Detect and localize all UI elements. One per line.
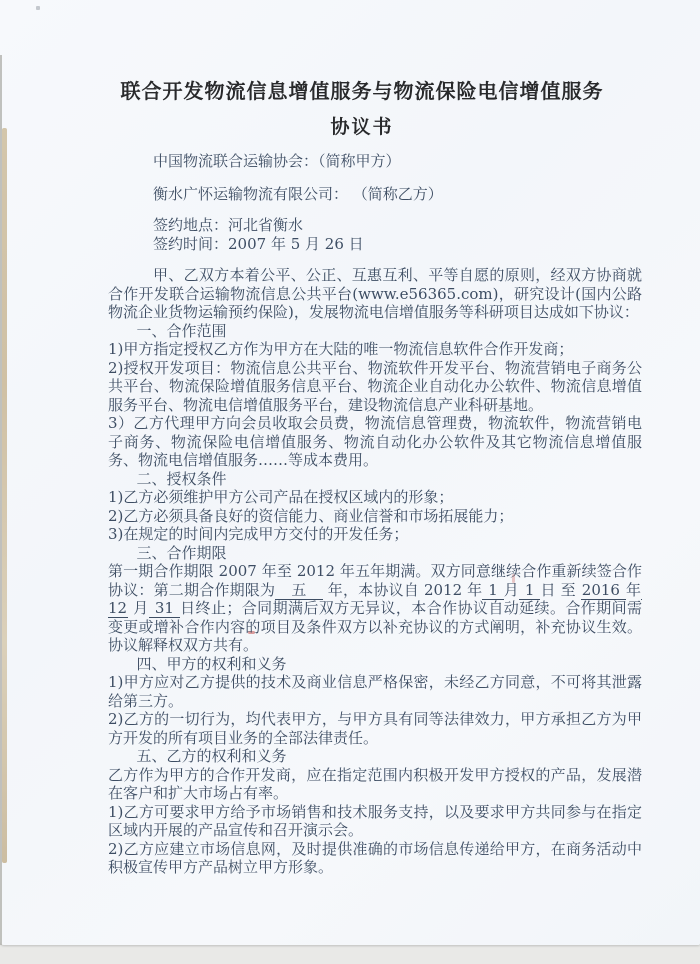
section-item: 2)乙方必须具备良好的资信能力、商业信誉和市场拓展能力；	[108, 506, 514, 525]
term-text: 月	[128, 599, 149, 617]
section-item: 乙方作为甲方的合作开发商，应在指定范围内积极开发甲方授权的产品，发展潜在客户和扩大市场占有率。	[108, 765, 642, 802]
section-authorization-conditions	[108, 470, 642, 544]
section-cooperation-scope	[108, 322, 642, 470]
binding-strip	[2, 128, 7, 863]
section-item: 1)乙方可要求甲方给予市场销售和技术服务支持，以及要求甲方共同参与在指定区域内开展的产品宣传和召开演示会。	[108, 802, 642, 839]
term-blank-end-month: 12	[108, 581, 642, 619]
section-heading: 五、乙方的权利和义务	[136, 747, 287, 765]
sign-date-line: 签约时间：2007 年 5 月 26 日	[153, 234, 364, 253]
term-text: 年	[625, 580, 641, 599]
section-heading: 四、甲方的权利和义务	[136, 654, 287, 673]
term-blank-start-month: 1	[483, 580, 503, 599]
term-text: 年，本协议自 2012 年	[322, 580, 483, 599]
term-text: 第一期合作期限 2007 年至 2012 年五年期满。双方同意继续合作重新续签合作协议：第二期合作期限为	[108, 562, 642, 599]
section-item: 2)授权开发项目：物流信息公共平台、物流软件开发平台、物流营销电子商务公共平台、物流保险增值服务信息平台、物流企业自动化办公软件、物流信息增值服务平台、物流电信增值服务平台，建设物流信息产业科研基地。	[108, 358, 642, 414]
intro-paragraph: 甲、乙双方本着公平、公正、互惠互利、平等自愿的原则，经双方协商就合作开发联合运输物流信息公共平台(www.e56365.com)，研究设计(国内公路物流企业货物运输预约保险)，发展物流电信增值服务等科研项目达成如下协议：	[108, 266, 642, 321]
document-subtitle: 协议书	[330, 116, 394, 138]
section-item: 3）乙方代理甲方向会员收取会员费，物流信息管理费，物流软件，物流营销电子商务、物流保险电信增值服务、物流自动化办公软件及其它物流信息增值服务、物流电信增值服务……等成本费用。	[108, 414, 642, 469]
party-a-line: 中国物流联合运输协会：（简称甲方）	[153, 152, 401, 170]
term-blank-start-day: 1	[519, 580, 540, 599]
term-text: 日终止；合同期满后双方无异议，本合作协议自动延续。合作期间需变更或增补合作内容的项目及条件双方以补充协议的方式阐明，补充协议生效。协议解释权双方共有。	[108, 599, 642, 654]
section-item: 2)乙方的一切行为，均代表甲方，与甲方具有同等法律效力，甲方承担乙方为甲方开发的所有项目业务的全部法律责任。	[108, 710, 642, 747]
term-blank-end-year: 2016	[581, 580, 625, 599]
section-party-a-rights	[108, 655, 642, 748]
section-party-b-rights	[108, 747, 642, 877]
document-title: 联合开发物流信息增值服务与物流保险电信增值服务	[120, 79, 604, 103]
term-blank-end-day: 31	[149, 599, 180, 617]
party-b-line: 衡水广怀运输物流有限公司： （简称乙方）	[153, 184, 443, 203]
section-item: 1)甲方指定授权乙方作为甲方在大陆的唯一物流信息软件合作开发商；	[108, 340, 574, 358]
section-heading: 二、授权条件	[136, 469, 227, 488]
section-heading: 三、合作期限	[136, 543, 227, 562]
document-content	[108, 78, 642, 877]
section-heading: 一、合作范围	[136, 321, 227, 340]
term-blank-years: 五	[276, 580, 322, 599]
section-term-paragraph	[108, 562, 642, 655]
term-text: 月	[503, 580, 519, 599]
scan-speck	[36, 6, 40, 10]
section-cooperation-term	[108, 544, 642, 655]
term-text: 日 至	[540, 580, 581, 599]
section-item: 2)乙方应建立市场信息网，及时提供准确的市场信息传递给甲方，在商务活动中积极宣传甲方产品树立甲方形象。	[108, 839, 642, 876]
section-item: 1)乙方必须维护甲方公司产品在授权区域内的形象；	[108, 488, 454, 506]
sign-place-line: 签约地点：河北省衡水	[153, 216, 304, 234]
section-item: 1)甲方应对乙方提供的技术及商业信息严格保密，未经乙方同意，不可将其泄露给第三方。	[108, 673, 642, 710]
section-item: 3)在规定的时间内完成甲方交付的开发任务；	[108, 525, 409, 543]
